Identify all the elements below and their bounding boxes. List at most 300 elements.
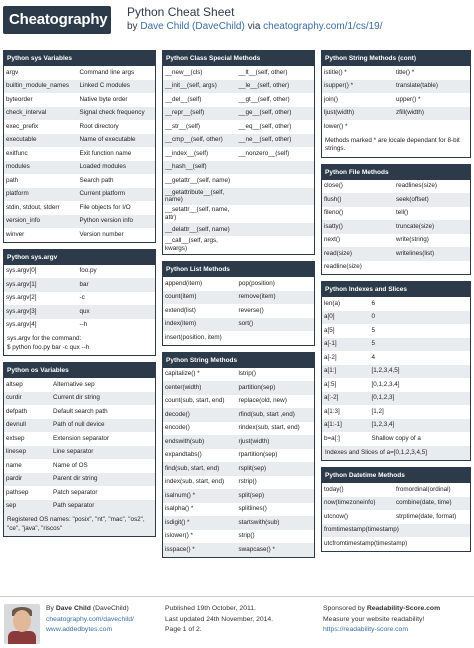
row-key: pardir — [6, 475, 23, 483]
row-key: a[-2] — [324, 353, 337, 361]
table-row — [4, 392, 155, 406]
table-row — [4, 446, 155, 460]
table-row — [163, 120, 314, 134]
os-variables-rows — [4, 378, 155, 513]
row-key: __cmp__(self, other) — [165, 136, 223, 144]
table-row — [163, 291, 314, 305]
author-link[interactable]: Dave Child (DaveChild) — [140, 21, 245, 32]
method-name: __setattr__(self, name, attr) — [165, 206, 230, 222]
list-methods-insert — [163, 331, 314, 345]
indexes-note: Indexes and Slices of a=[0,1,2,3,4,5] — [322, 446, 470, 461]
row-value: readlines(size) — [396, 182, 437, 190]
author-website-link[interactable]: www.addedbytes.com — [46, 626, 113, 634]
row-key: check_interval — [6, 109, 47, 117]
row-value: title() * — [396, 68, 415, 76]
row-key: isalnum() * — [165, 491, 196, 499]
row-key: next() — [324, 236, 341, 244]
footer-author-line — [46, 604, 134, 615]
string-methods-title: Python String Methods — [163, 353, 314, 368]
row-key: sys.argv[2] — [6, 294, 37, 302]
row-key: sep — [6, 502, 17, 510]
sponsored-by: Sponsored by — [323, 605, 367, 612]
row-key: decode() — [165, 410, 190, 418]
table-row — [163, 489, 314, 503]
row-value: 0 — [371, 313, 376, 321]
row-key: a[5] — [324, 326, 335, 334]
table-row — [163, 236, 314, 254]
row-key: a[-1] — [324, 340, 337, 348]
sponsor-link[interactable]: https://readability-score.com — [323, 626, 408, 634]
method-name: insert(position, item) — [165, 333, 222, 341]
row-value: seek(offset) — [396, 195, 429, 203]
row-key: count(item) — [165, 293, 197, 301]
row-value: Loaded modules — [79, 163, 127, 171]
table-row — [4, 278, 155, 292]
row-key: join() — [324, 95, 338, 103]
method-name: fromtimestamp(timestamp) — [324, 526, 399, 534]
table-row — [322, 524, 470, 538]
table-row — [322, 107, 470, 121]
row-key: utcnow() — [324, 512, 349, 520]
author-avatar — [4, 604, 40, 644]
row-key: find(sub, start, end) — [165, 464, 220, 472]
sys-argv-note-line2: $ python foo.py bar -c qux --h — [7, 343, 90, 351]
row-value: foo.py — [79, 267, 97, 275]
row-key: extsep — [6, 434, 25, 442]
row-value: Native byte order — [79, 95, 128, 103]
row-value: tell() — [396, 209, 409, 217]
datetime-title: Python Datetime Methods — [322, 468, 470, 483]
method-name: __hash__(self) — [165, 163, 207, 171]
method-name: __call__(self, args, kwargs) — [165, 237, 218, 253]
page-number: Page 1 of 2. — [165, 626, 202, 634]
table-row — [163, 530, 314, 544]
row-value: Name of OS — [53, 461, 88, 469]
by-prefix: by — [127, 21, 141, 32]
row-key: capitalize() * — [165, 370, 200, 378]
row-key: altsep — [6, 380, 23, 388]
table-row — [322, 193, 470, 207]
row-key: sys.argv[3] — [6, 307, 37, 315]
row-value: rfind(sub, start ,end) — [238, 410, 295, 418]
table-row — [322, 483, 470, 497]
row-value: __nonzero__(self) — [238, 149, 290, 157]
table-row — [163, 503, 314, 517]
indexes-box — [321, 281, 471, 461]
table-row — [322, 351, 470, 365]
row-value: remove(item) — [238, 293, 276, 301]
row-key: sys.argv[4] — [6, 321, 37, 329]
row-value: [1,2] — [371, 407, 384, 415]
class-methods-singles — [163, 161, 314, 255]
row-value: truncate(size) — [396, 222, 435, 230]
row-value: startswith(sub) — [238, 518, 280, 526]
row-value: fromordinal(ordinal) — [396, 485, 451, 493]
row-value: 5 — [371, 326, 376, 334]
row-key: exitfunc — [6, 149, 28, 157]
table-row — [4, 419, 155, 433]
table-row — [163, 93, 314, 107]
footer-dates — [165, 604, 273, 636]
row-value: Shallow copy of a — [371, 434, 421, 442]
table-row — [163, 147, 314, 161]
row-value: Parent dir string — [53, 475, 98, 483]
row-key: expandtabs() — [165, 451, 202, 459]
row-key: __index__(self) — [165, 149, 209, 157]
table-row — [4, 161, 155, 175]
table-row — [4, 459, 155, 473]
row-value: replace(old, new) — [238, 397, 287, 405]
row-key: devnull — [6, 421, 26, 429]
row-value: Line separator — [53, 448, 94, 456]
method-name: __getattribute__(self, name) — [165, 188, 225, 204]
table-row — [322, 432, 470, 446]
table-row — [163, 422, 314, 436]
footer-sponsor — [323, 604, 440, 636]
list-methods-box — [162, 261, 315, 346]
sponsor-name[interactable]: Readability-Score.com — [366, 605, 441, 612]
row-key: center(width) — [165, 383, 202, 391]
author-profile-link[interactable]: cheatography.com/davechild/ — [46, 615, 134, 623]
table-row — [163, 368, 314, 382]
row-value: Signal check frequency — [79, 109, 145, 117]
table-row — [4, 201, 155, 215]
table-row — [322, 93, 470, 107]
os-variables-box — [3, 362, 156, 537]
column-3 — [321, 50, 471, 558]
table-row — [163, 395, 314, 409]
table-row — [163, 107, 314, 121]
table-row — [163, 161, 314, 175]
updated-date: Last updated 24th November, 2014. — [165, 615, 274, 623]
row-key: endswith(sub) — [165, 437, 205, 445]
row-key: exec_prefix — [6, 122, 39, 130]
row-value: 6 — [371, 299, 376, 307]
table-row — [322, 324, 470, 338]
row-value: upper() * — [396, 95, 421, 103]
row-value: Patch separator — [53, 488, 98, 496]
page-subtitle — [127, 21, 383, 32]
table-row — [4, 215, 155, 229]
row-value: 4 — [371, 353, 376, 361]
table-row — [4, 405, 155, 419]
table-row — [322, 297, 470, 311]
row-key: b=a[:] — [324, 434, 340, 442]
sys-argv-note — [4, 332, 155, 355]
row-value: partition(sep) — [238, 383, 276, 391]
file-methods-readline — [322, 261, 470, 275]
row-key: defpath — [6, 407, 28, 415]
row-key: istitle() * — [324, 68, 347, 76]
row-value: pop(position) — [238, 279, 275, 287]
row-key: a[:-2] — [324, 394, 339, 402]
row-value: __gt__(self, other) — [238, 95, 290, 103]
row-value: __ne__(self, other) — [238, 136, 292, 144]
row-value: strip() — [238, 532, 255, 540]
row-value: Exit function name — [79, 149, 132, 157]
string-methods-cont-box — [321, 50, 471, 158]
row-key: isdigit() * — [165, 518, 190, 526]
row-value: write(string) — [396, 236, 429, 244]
row-key: ljust(width) — [324, 109, 355, 117]
row-key: flush() — [324, 195, 342, 203]
row-value: splitlines() — [238, 505, 267, 513]
row-key: __del__(self) — [165, 95, 202, 103]
cheatography-logo[interactable]: Cheatography — [3, 6, 111, 34]
table-row — [322, 180, 470, 194]
sys-argv-box — [3, 249, 156, 357]
row-value: --h — [79, 321, 88, 329]
table-row — [322, 419, 470, 433]
row-value: rpartition(sep) — [238, 451, 278, 459]
os-variables-title: Python os Variables — [4, 363, 155, 378]
row-key: a[1:-1] — [324, 421, 342, 429]
table-row — [4, 486, 155, 500]
row-key: platform — [6, 190, 29, 198]
row-key: islower() * — [165, 532, 193, 540]
row-value: Root directory — [79, 122, 119, 130]
row-key: lower() * — [324, 122, 348, 130]
row-value: swapcase() * — [238, 545, 275, 553]
row-key: winver — [6, 230, 25, 238]
row-key: __init__(self, args) — [165, 82, 217, 90]
row-key: today() — [324, 485, 344, 493]
table-row — [163, 462, 314, 476]
sys-variables-rows — [4, 66, 155, 242]
row-key: append(item) — [165, 279, 203, 287]
table-row — [322, 80, 470, 94]
column-1 — [3, 50, 156, 543]
table-row — [163, 408, 314, 422]
table-row — [322, 234, 470, 248]
row-value: bar — [79, 280, 89, 288]
list-methods-title: Python List Methods — [163, 262, 314, 277]
row-value: Current platform — [79, 190, 125, 198]
row-value: [0,1,2,3] — [371, 394, 395, 402]
row-key: len(a) — [324, 299, 341, 307]
row-key: isspace() * — [165, 545, 195, 553]
list-methods-rows — [163, 277, 314, 331]
sys-variables-box — [3, 50, 156, 243]
row-key: modules — [6, 163, 30, 171]
row-key: sys.argv[1] — [6, 280, 37, 288]
sys-argv-note-line1: sys.argv for the command: — [7, 335, 82, 342]
table-row — [4, 120, 155, 134]
row-value: 5 — [371, 340, 376, 348]
table-row — [163, 205, 314, 223]
table-row — [163, 449, 314, 463]
row-key: name — [6, 461, 22, 469]
via-text: via — [244, 21, 264, 32]
table-row — [4, 473, 155, 487]
method-name: utcfromtimestamp(timestamp) — [324, 539, 408, 547]
row-key: a[:5] — [324, 380, 337, 388]
row-value: [1,2,3,4,5] — [371, 367, 400, 375]
column-2 — [162, 50, 315, 564]
table-row — [322, 338, 470, 352]
method-name: __delattr__(self, name) — [165, 225, 230, 233]
table-row — [322, 120, 470, 134]
table-row — [4, 500, 155, 514]
table-row — [4, 378, 155, 392]
table-row — [322, 311, 470, 325]
row-key: __new__(cls) — [165, 68, 203, 76]
file-methods-title: Python File Methods — [322, 165, 470, 180]
row-key: __repr__(self) — [165, 109, 205, 117]
avatar-shirt — [8, 631, 36, 644]
table-row — [163, 435, 314, 449]
row-value: strptime(date, format) — [396, 512, 457, 520]
row-key: linesep — [6, 448, 26, 456]
row-value: translate(table) — [396, 82, 438, 90]
row-value: Current dir string — [53, 394, 100, 402]
row-value: [1,2,3,4] — [371, 421, 395, 429]
row-value: File objects for I/O — [79, 203, 131, 211]
table-row — [4, 147, 155, 161]
row-value: __lt__(self, other) — [238, 68, 288, 76]
table-row — [4, 265, 155, 279]
class-methods-rows — [163, 66, 314, 161]
avatar-face — [13, 610, 31, 632]
table-row — [322, 510, 470, 524]
footer-author-name: Dave Child — [55, 605, 91, 612]
row-value: __le__(self, other) — [238, 82, 290, 90]
row-value: Python version info — [79, 217, 134, 225]
table-row — [163, 277, 314, 291]
sys-variables-title: Python sys Variables — [4, 51, 155, 66]
row-value: Default search path — [53, 407, 108, 415]
table-row — [163, 318, 314, 332]
table-row — [322, 220, 470, 234]
row-key: count(sub, start, end) — [165, 397, 225, 405]
row-key: stdin, stdout, stderr — [6, 203, 60, 211]
row-value: Name of executable — [79, 136, 136, 144]
row-value: Extension separator — [53, 434, 110, 442]
table-row — [322, 392, 470, 406]
row-key: isalpha() * — [165, 505, 194, 513]
datetime-singles — [322, 524, 470, 551]
row-value: Path separator — [53, 502, 95, 510]
row-value: __ge__(self, other) — [238, 109, 292, 117]
string-methods-rows — [163, 368, 314, 557]
row-value: zfill(width) — [396, 109, 424, 117]
class-methods-box — [162, 50, 315, 255]
row-value: rindex(sub, start, end) — [238, 424, 300, 432]
table-row — [4, 292, 155, 306]
footer-author-handle: (DaveChild) — [90, 605, 129, 612]
table-row — [322, 378, 470, 392]
row-value: combine(date, time) — [396, 499, 452, 507]
row-key: executable — [6, 136, 37, 144]
file-methods-rows — [322, 180, 470, 261]
table-row — [4, 66, 155, 80]
footer-author — [46, 604, 134, 636]
row-key: builtin_module_names — [6, 82, 70, 90]
table-row — [322, 537, 470, 551]
sys-argv-title: Python sys.argv — [4, 250, 155, 265]
row-value: writelines(list) — [396, 249, 435, 257]
table-row — [163, 516, 314, 530]
row-key: fileno() — [324, 209, 344, 217]
row-value: rstrip() — [238, 478, 257, 486]
row-key: isupper() * — [324, 82, 354, 90]
table-row — [163, 381, 314, 395]
table-row — [4, 80, 155, 94]
method-name: readline(size) — [324, 263, 362, 271]
indexes-title: Python Indexes and Slices — [322, 282, 470, 297]
table-row — [4, 93, 155, 107]
row-value: Path of null device — [53, 421, 105, 429]
method-name: __getattr__(self, name) — [165, 176, 231, 184]
row-value: qux — [79, 307, 90, 315]
datetime-box — [321, 467, 471, 552]
table-row — [163, 80, 314, 94]
row-value: Alternative sep — [53, 380, 95, 388]
table-row — [163, 66, 314, 80]
locale-note: Methods marked * are locale dependant for 8-bit strings. — [325, 136, 460, 152]
row-value: reverse() — [238, 306, 264, 314]
row-key: sys.argv[0] — [6, 267, 37, 275]
row-value: sort() — [238, 320, 254, 328]
table-row — [4, 228, 155, 242]
file-methods-box — [321, 164, 471, 276]
header — [0, 0, 474, 46]
row-key: read(size) — [324, 249, 352, 257]
row-value: __eq__(self, other) — [238, 122, 292, 130]
row-key: byteorder — [6, 95, 33, 103]
row-key: now(timezoneinfo) — [324, 499, 376, 507]
row-key: curdir — [6, 394, 22, 402]
row-key: version_info — [6, 217, 40, 225]
row-key: pathsep — [6, 488, 29, 496]
table-row — [4, 134, 155, 148]
table-row — [4, 174, 155, 188]
row-key: close() — [324, 182, 343, 190]
table-row — [322, 365, 470, 379]
sheet-url-link[interactable]: cheatography.com/1/cs/19/ — [263, 21, 383, 32]
table-row — [322, 207, 470, 221]
table-row — [322, 497, 470, 511]
table-row — [322, 66, 470, 80]
indexes-rows — [322, 297, 470, 446]
row-key: a[1:3] — [324, 407, 340, 415]
row-key: path — [6, 176, 19, 184]
table-row — [4, 107, 155, 121]
row-key: __str__(self) — [165, 122, 200, 130]
table-row — [163, 543, 314, 557]
table-row — [4, 432, 155, 446]
row-value: split(sep) — [238, 491, 265, 499]
table-row — [163, 174, 314, 188]
table-row — [4, 319, 155, 333]
string-methods-box — [162, 352, 315, 558]
row-value: Command line args — [79, 68, 135, 76]
row-value: lstrip() — [238, 370, 256, 378]
table-row — [163, 476, 314, 490]
os-variables-note: Registered OS names: "posix", "nt", "mac", "os2", "ce", "java", "riscos" — [4, 513, 155, 536]
row-value: Search path — [79, 176, 114, 184]
row-key: a[1:] — [324, 367, 337, 375]
row-key: encode() — [165, 424, 190, 432]
row-key: argv — [6, 68, 19, 76]
row-value: rsplit(sep) — [238, 464, 267, 472]
page-title: Python Cheat Sheet — [127, 5, 235, 19]
string-methods-cont-rows — [322, 66, 470, 134]
row-key: isatty() — [324, 222, 343, 230]
table-row — [163, 188, 314, 206]
footer-by: By — [46, 605, 56, 612]
published-date: Published 19th October, 2011. — [165, 605, 256, 612]
